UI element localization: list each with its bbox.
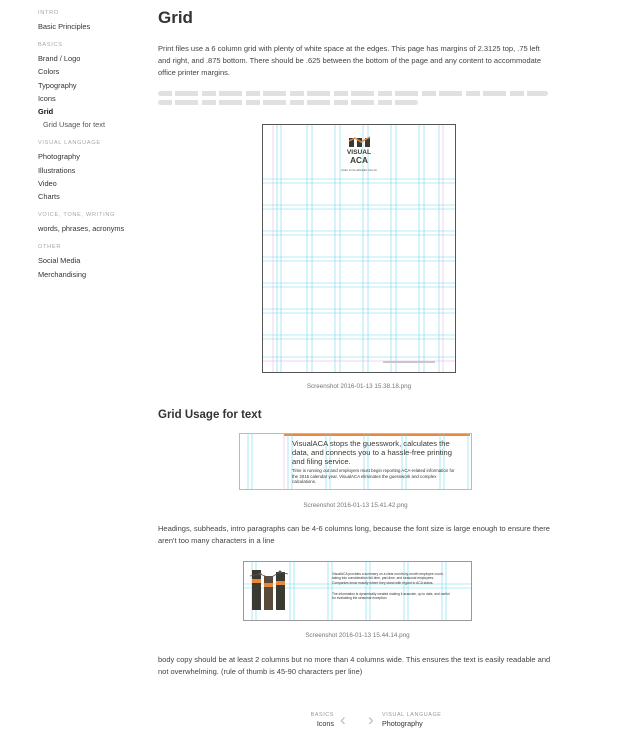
pager-next-section: VISUAL LANGUAGE [382,712,442,718]
blurred-text-line [158,100,418,105]
sidebar-section-other [38,244,148,280]
sidebar-section-basics [38,42,148,131]
sidebar-item-grid-usage[interactable]: Grid Usage for text [43,120,106,130]
sidebar-item-typography[interactable]: Typography [38,80,77,90]
sidebar-section-label: INTRO [38,10,59,16]
sidebar-section-visual-language [38,140,148,203]
figure3-text2: The information is dynamically created making it accurate, up to date, and useful for evaluating the seasonal exception. [332,592,450,601]
intro-paragraph: Print files use a 6 column grid with plenty of white space at the edges. This page has margins of 2.3125 top, .75 left and right, and .875 bottom. There should be .625 between the bottom of the page and any content to accommodate office printer margins. [158,44,542,78]
grid-bodycopy-screenshot[interactable] [243,561,472,621]
pager-prev-link[interactable] [300,712,334,728]
sidebar-item-video[interactable]: Video [38,178,57,188]
sidebar-item-merchandising[interactable]: Merchandising [38,269,87,279]
sidebar-section-label: VOICE, TONE, WRITING [38,212,116,219]
sidebar-item-social-media[interactable]: Social Media [38,256,81,266]
chevron-left-icon[interactable]: ‹ [340,710,346,729]
figure2-body: Time is running out and employers must begin reporting ACA-related information for the 2015 calendar year. VisualACA eliminates the guesswork and complex calculations. [292,468,455,485]
chart-illustration-icon [250,570,288,610]
sidebar-item-photography[interactable]: Photography [38,152,80,162]
blurred-text-line [158,91,548,96]
visual-aca-logo-icon [349,137,370,147]
section-title-grid-usage: Grid Usage for text [158,409,262,421]
paragraph-headings: Headings, subheads, intro paragraphs can be 4-6 columns long, because the font size is large enough to ensure there aren't too many characters in a line [158,524,550,546]
pager-next-label: Photography [382,719,423,728]
figure2-caption: Screenshot 2016-01-13 15.41.42.png [303,502,408,509]
figure1-caption: Screenshot 2016-01-13 15.38.18.png [306,383,412,390]
pager-prev-section: BASICS [310,712,334,718]
sidebar-item-illustrations[interactable]: Illustrations [38,165,76,175]
logo-wordmark [342,150,376,165]
sidebar-section-label: VISUAL LANGUAGE [38,140,101,147]
logo-line1: VISUAL [346,149,372,156]
logo-line2: ACA [350,155,368,165]
pager-next-link[interactable] [382,712,472,728]
paragraph-body-copy: body copy should be at least 2 columns but no more than 4 columns wide. This ensures the text is easily readable and not overwhelming. (rule of thumb is 45-90 characters per line) [158,655,551,677]
page-title: Grid [158,8,193,27]
pager-prev-label: Icons [316,719,334,728]
sidebar-section-label: OTHER [38,244,62,251]
grid-letterhead-screenshot[interactable] [262,124,456,373]
sidebar-item-brand-logo[interactable]: Brand / Logo [38,54,81,64]
grid-headline-screenshot[interactable] [239,433,472,490]
sidebar-item-charts[interactable]: Charts [38,192,60,202]
page-pager [300,708,480,738]
sidebar-section-label: BASICS [38,42,63,49]
sidebar-item-grid[interactable]: Grid [38,107,54,117]
figure3-text1: VisualACA provides a summary on a clear month-by-month employee count, taking into consideration full-time, part-time, and seasonal employees. Companies know exactly where they stand with regard to ACA status. [332,572,444,585]
sidebar-item-words[interactable]: words, phrases, acronyms [38,224,125,234]
chevron-right-icon[interactable]: › [368,710,374,729]
footer-line [383,361,435,363]
sidebar-section-intro [38,10,148,33]
figure2-headline: VisualACA stops the guesswork, calculates the data, and connects you to a hassle-free printing and filing service. [292,439,452,466]
sidebar-item-icons[interactable]: Icons [38,93,56,103]
sidebar-nav [38,10,148,290]
sidebar-item-colors[interactable]: Colors [38,67,60,77]
figure3-caption: Screenshot 2016-01-13 15.44.14.png [305,632,410,639]
sidebar-section-voice [38,212,148,235]
sidebar-item-basic-principles[interactable]: Basic Principles [38,22,91,31]
logo-tagline: Insider for the Affordable Care Act [341,169,377,172]
